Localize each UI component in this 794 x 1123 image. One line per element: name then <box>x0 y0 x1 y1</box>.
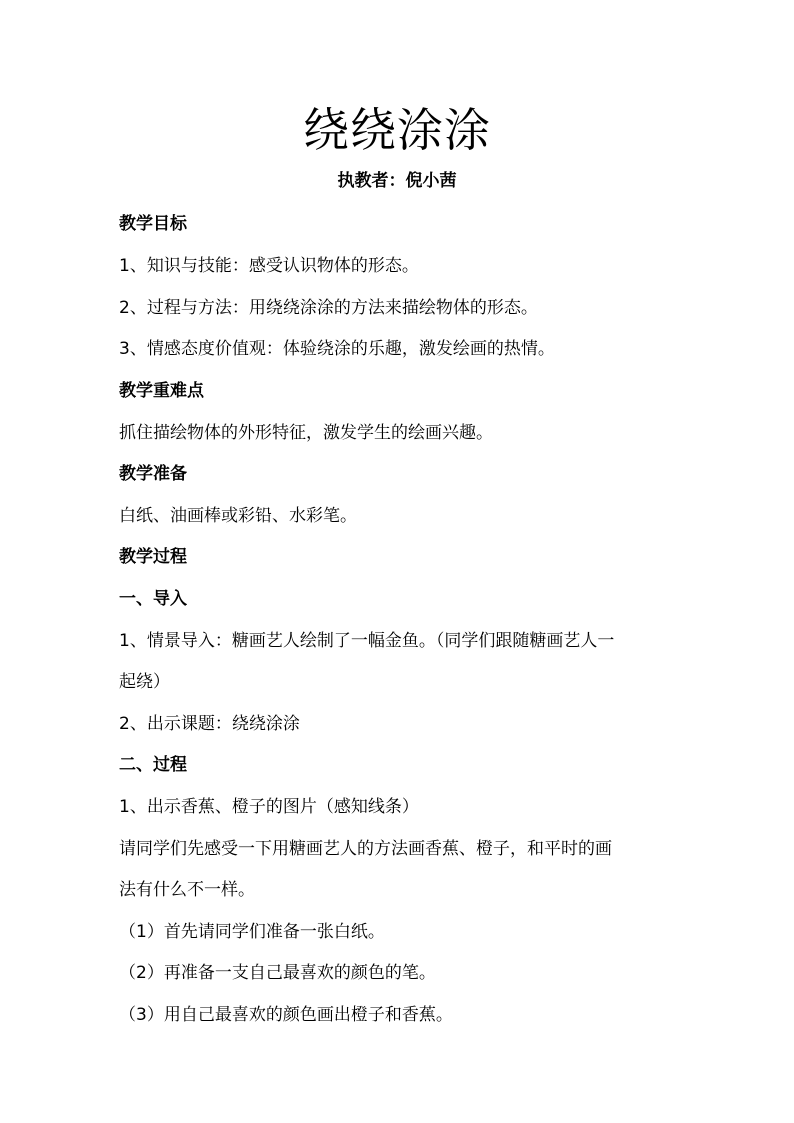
document-title: 绕绕涂涂 <box>303 103 491 157</box>
part2-item: 法有什么不一样。 <box>119 880 255 900</box>
part1-item: 1、情景导入：糖画艺人绘制了一幅金鱼。（同学们跟随糖画艺人一 <box>119 631 615 651</box>
goal-item: 3、情感态度价值观：体验绕涂的乐趣，激发绘画的热情。 <box>119 339 555 359</box>
part1-item: 2、出示课题：绕绕涂涂 <box>119 714 300 734</box>
process-heading: 教学过程 <box>119 547 187 567</box>
key-points-heading: 教学重难点 <box>119 381 204 401</box>
part2-item: 请同学们先感受一下用糖画艺人的方法画香蕉、橙子，和平时的画 <box>119 839 612 859</box>
goals-heading: 教学目标 <box>119 214 187 234</box>
preparation-heading: 教学准备 <box>119 464 187 484</box>
part1-item: 起绕） <box>119 672 170 692</box>
preparation-text: 白纸、油画棒或彩铅、水彩笔。 <box>119 506 357 526</box>
part2-item: （1）首先请同学们准备一张白纸。 <box>119 922 385 942</box>
goal-item: 2、过程与方法：用绕绕涂涂的方法来描绘物体的形态。 <box>119 298 538 318</box>
part2-item: 1、出示香蕉、橙子的图片（感知线条） <box>119 797 419 817</box>
goal-item: 1、知识与技能：感受认识物体的形态。 <box>119 256 419 276</box>
part2-item: （2）再准备一支自己最喜欢的颜色的笔。 <box>119 963 436 983</box>
author-line: 执教者：倪小茜 <box>337 171 457 191</box>
key-points-text: 抓住描绘物体的外形特征，激发学生的绘画兴趣。 <box>119 423 493 443</box>
part2-item: （3）用自己最喜欢的颜色画出橙子和香蕉。 <box>119 1005 453 1025</box>
part1-heading: 一、导入 <box>119 589 187 609</box>
part2-heading: 二、过程 <box>119 755 187 775</box>
